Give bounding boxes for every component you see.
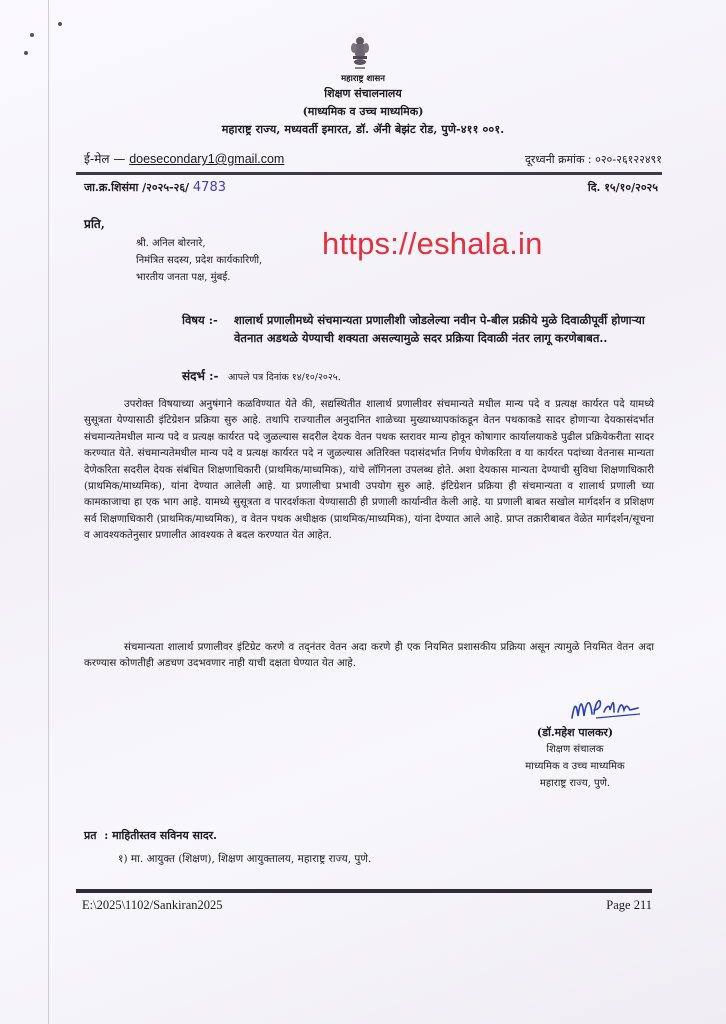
copy-to-heading: [84, 828, 217, 843]
footer-divider: [76, 889, 652, 893]
outward-number-handwritten: 4783: [192, 180, 226, 195]
body-paragraph: संचमान्यता शालार्थ प्रणालीवर इंटिग्रेट करणे व तद्नंतर वेतन अदा करणे ही एक नियमित प्रशासकीय प्रक्रिया असून त्यामुळे नियमित वेतन अदा करण्यास कोणतीही अडचण उदभवणार नाही याची दक्षता घेण्यात येत आहे.: [84, 642, 654, 670]
email-link[interactable]: doesecondary1@gmail.com: [129, 152, 285, 166]
email-row: [84, 150, 284, 167]
staple-hole: [58, 22, 62, 26]
staple-hole: [30, 33, 34, 37]
email-label: ई-मेल —: [84, 152, 126, 166]
watermark-url: https://eshala.in: [322, 226, 543, 261]
phone-label: दूरध्वनी क्रमांक :: [525, 153, 592, 166]
letterhead-government: महाराष्ट्र शासन: [341, 74, 385, 84]
state-emblem-icon: [349, 36, 371, 72]
footer-page-number: Page 211: [606, 898, 652, 912]
signature-image: [566, 688, 646, 728]
reference-block: [182, 367, 341, 384]
signatory-name: (डॉ.महेश पालकर): [536, 726, 614, 739]
subject-text: शालार्थ प्रणालीमध्ये संचमान्यता प्रणालीशी जोडलेल्या नवीन पे-बील प्रक्रीये मुळे दिवाळीपूर्वी होणाऱ्या वेतनात अडथळे येण्याची शक्यता असल्यामुळे सदर प्रक्रिया दिवाळी नंतर लागू करणेबाबत..: [234, 313, 645, 345]
recipient-line: श्री. अनिल बोरनारे,: [136, 238, 206, 249]
letterhead-address: महाराष्ट्र राज्य, मध्यवर्ती इमारत, डॉ. ॲनी बेझंट रोड, पुणे-४११ ००१.: [221, 122, 505, 136]
copy-to-item: १) मा. आयुक्त (शिक्षण), शिक्षण आयुक्तालय, महाराष्ट्र राज्य, पुणे.: [118, 853, 372, 865]
subject-label: विषय :-: [182, 313, 218, 327]
outward-number: [84, 180, 226, 195]
staple-hole: [24, 51, 28, 55]
letter-date: दि. १५/१०/२०२५: [587, 181, 658, 194]
signatory-designation: शिक्षण संचालक: [546, 744, 604, 755]
signatory-block: [500, 724, 650, 792]
outward-number-prefix: जा.क्र.शिसंमा /२०२५-२६/: [84, 181, 190, 194]
letterhead-department: शिक्षण संचालनालय: [324, 87, 402, 100]
letterhead-division: (माध्यमिक व उच्च माध्यमिक): [302, 105, 424, 118]
recipient-line: निमंत्रित सदस्य, प्रदेश कार्यकारिणी,: [136, 255, 263, 266]
signatory-location: महाराष्ट्र राज्य, पुणे.: [539, 778, 611, 789]
subject-block: [182, 311, 652, 347]
page-fold-line: [48, 0, 49, 1024]
recipient-line: भारतीय जनता पक्ष, मुंबई.: [136, 272, 231, 283]
copy-heading: : माहितीस्तव सविनय सादर.: [104, 829, 217, 842]
footer-file-path: E:\2025\1102/Sankiran2025: [82, 898, 223, 912]
body-paragraph: उपरोक्त विषयाच्या अनुषंगाने कळविण्यात येते की, सद्यस्थितीत शालार्थ प्रणालीवर संचमान्यते मधील मान्य पदे व प्रत्यक्ष कार्यरत पदे यामध्ये सुसूत्रता येण्यासाठी इंटिग्रेशन प्रक्रिया सुरु आहे. तथापि राज्यातील अनुदानित शाळेच्या मुख्याध्यापकांकडून वेतन पथकाकडे सादर होणाऱ्या देयकासंदर्भात संचमान्यतेमधील मान्य पदे व प्रत्यक्ष कार्यरत पदे जुळल्यास सदरील देयक वेतन पथक स्तरावर मान्य होवून कोषागार कार्यालयाकडे पुढील प्रक्रियेकरीता सादर करण्यात येते. संचमान्यतेमधील मान्य पदे व प्रत्यक्ष कार्यरत पदे न जुळल्यास अतिरिक्त पदासंदर्भात निर्णय घेणेकरिता व या कार्यरत पदांच्या वेतनास मान्यता देणेकरिता सदरील देयक संबंधित शिक्षणाधिकारी (प्राथमिक/माध्यमिक), यांचे लॉगिनला उपलब्ध होते. अशा देयकास मान्यता देण्याची सुविधा शिक्षणाधिकारी (प्राथमिक/माध्यमिक), यांना देण्यात आलेली आहे. या प्रणालीचा प्रभावी उपयोग सुरु आहे. इंटिग्रेशन प्रक्रिया ही संचमान्यता व शालार्थ प्रणाली च्या कामकाजाचा हा एक भाग आहे. यामध्ये सुसूत्रता व पारदर्शकता येण्यासाठी ही प्रणाली कार्यान्वीत केली आहे. या प्रणाली बाबत सखोल मार्गदर्शन व प्रशिक्षण सर्व शिक्षणाधिकारी (प्राथमिक/माध्यमिक), व वेतन पथक अधीक्षक (प्राथमिक/माध्यमिक), यांना देण्यात आले आहे. प्राप्त तक्रारीबाबत वेळेत मार्गदर्शन/सूचना व आवश्यकतेनुसार प्रणालीत आवश्यक ते बदल करण्यात येत आहेत.: [84, 399, 654, 542]
signatory-division: माध्यमिक व उच्च माध्यमिक: [525, 761, 625, 772]
copy-label: प्रत: [84, 829, 97, 842]
phone-number: ०२०-२६१२२४९१: [595, 153, 662, 166]
recipient-label: प्रति,: [84, 217, 105, 231]
phone-row: [525, 152, 662, 167]
header-divider: [76, 172, 662, 175]
reference-label: संदर्भ :-: [182, 369, 219, 383]
reference-text: आपले पत्र दिनांक १४/१०/२०२५.: [228, 372, 341, 383]
